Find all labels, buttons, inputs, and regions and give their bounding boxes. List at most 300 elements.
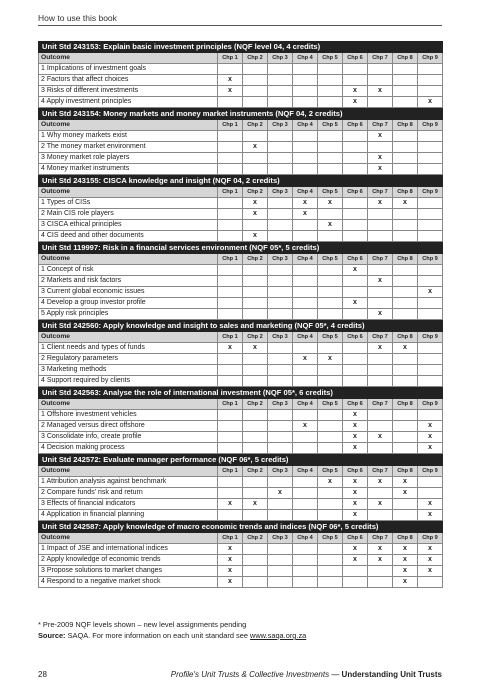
chapter-cell	[343, 343, 368, 354]
chapter-mark: x	[218, 343, 243, 354]
chapter-cell	[268, 231, 293, 242]
chapter-cell	[343, 64, 368, 75]
outcome-header: Outcome	[39, 254, 218, 265]
chapter-cell	[243, 75, 268, 86]
chapter-mark: x	[393, 566, 418, 577]
chapter-cell	[393, 131, 418, 142]
chapter-cell	[418, 131, 443, 142]
chapter-cell	[368, 488, 393, 499]
chapter-mark: x	[368, 276, 393, 287]
chapter-cell	[293, 443, 318, 454]
table-row	[39, 488, 443, 499]
chapter-cell	[293, 477, 318, 488]
chapter-cell	[343, 287, 368, 298]
chapter-mark: x	[368, 153, 393, 164]
chapter-cell	[293, 97, 318, 108]
chapter-header: Chp 3	[268, 399, 293, 410]
chapter-cell	[318, 75, 343, 86]
chapter-cell	[243, 488, 268, 499]
chapter-cell	[393, 432, 418, 443]
chapter-cell	[418, 477, 443, 488]
chapter-header: Chp 7	[368, 120, 393, 131]
chapter-cell	[418, 298, 443, 309]
chapter-cell	[243, 64, 268, 75]
table-row	[39, 376, 443, 387]
table-row	[39, 75, 443, 86]
table-row	[39, 164, 443, 175]
chapter-cell	[343, 164, 368, 175]
chapter-cell	[243, 298, 268, 309]
chapter-mark: x	[293, 421, 318, 432]
chapter-cell	[418, 231, 443, 242]
chapter-cell	[418, 75, 443, 86]
chapter-cell	[293, 287, 318, 298]
chapter-header: Chp 4	[293, 254, 318, 265]
table-row	[39, 343, 443, 354]
chapter-header: Chp 9	[418, 120, 443, 131]
column-header-row	[39, 399, 443, 410]
chapter-cell	[243, 365, 268, 376]
chapter-cell	[268, 499, 293, 510]
chapter-header: Chp 8	[393, 399, 418, 410]
outcome-cell: 3 Consolidate info, create profile	[39, 432, 218, 443]
chapter-cell	[268, 376, 293, 387]
chapter-cell	[218, 131, 243, 142]
chapter-header: Chp 2	[243, 254, 268, 265]
chapter-cell	[343, 220, 368, 231]
table-row	[39, 64, 443, 75]
outcome-cell: 1 Offshore investment vehicles	[39, 410, 218, 421]
outcome-cell: 2 Apply knowledge of economic trends	[39, 555, 218, 566]
chapter-mark: x	[218, 555, 243, 566]
chapter-cell	[318, 298, 343, 309]
chapter-header: Chp 6	[343, 332, 368, 343]
chapter-header: Chp 3	[268, 254, 293, 265]
chapter-mark: x	[293, 209, 318, 220]
chapter-cell	[393, 164, 418, 175]
chapter-cell	[243, 309, 268, 320]
chapter-mark: x	[318, 354, 343, 365]
chapter-mark: x	[343, 477, 368, 488]
chapter-cell	[393, 499, 418, 510]
chapter-cell	[268, 477, 293, 488]
table-row	[39, 276, 443, 287]
table-row	[39, 354, 443, 365]
table-row	[39, 287, 443, 298]
chapter-mark: x	[343, 555, 368, 566]
chapter-cell	[318, 97, 343, 108]
chapter-cell	[418, 365, 443, 376]
unit-table	[38, 454, 443, 521]
table-row	[39, 410, 443, 421]
table-row	[39, 209, 443, 220]
outcome-cell: 2 Factors that affect choices	[39, 75, 218, 86]
chapter-cell	[243, 164, 268, 175]
chapter-cell	[268, 555, 293, 566]
chapter-cell	[368, 421, 393, 432]
chapter-header: Chp 4	[293, 399, 318, 410]
chapter-cell	[343, 231, 368, 242]
unit-title-row	[39, 388, 443, 399]
chapter-header: Chp 1	[218, 254, 243, 265]
chapter-mark: x	[243, 198, 268, 209]
chapter-cell	[368, 577, 393, 588]
chapter-cell	[293, 510, 318, 521]
chapter-cell	[418, 142, 443, 153]
chapter-header: Chp 9	[418, 332, 443, 343]
chapter-cell	[218, 198, 243, 209]
chapter-cell	[268, 276, 293, 287]
chapter-cell	[218, 265, 243, 276]
table-row	[39, 142, 443, 153]
chapter-mark: x	[343, 421, 368, 432]
chapter-header: Chp 7	[368, 533, 393, 544]
chapter-cell	[268, 153, 293, 164]
unit-table	[38, 387, 443, 454]
chapter-mark: x	[368, 198, 393, 209]
chapter-header: Chp 4	[293, 120, 318, 131]
unit-table	[38, 521, 443, 588]
chapter-cell	[318, 488, 343, 499]
chapter-cell	[393, 354, 418, 365]
chapter-cell	[368, 75, 393, 86]
chapter-mark: x	[418, 555, 443, 566]
chapter-cell	[368, 209, 393, 220]
page-number: 28	[38, 670, 47, 679]
table-row	[39, 577, 443, 588]
chapter-cell	[268, 220, 293, 231]
chapter-mark: x	[368, 544, 393, 555]
chapter-header: Chp 7	[368, 53, 393, 64]
chapter-cell	[218, 365, 243, 376]
chapter-header: Chp 9	[418, 254, 443, 265]
chapter-cell	[243, 354, 268, 365]
table-row	[39, 153, 443, 164]
running-footer	[171, 670, 442, 679]
unit-title: Unit Std 243154: Money markets and money market instruments (NQF 04, 2 credits)	[39, 109, 443, 120]
chapter-header: Chp 5	[318, 332, 343, 343]
chapter-cell	[368, 97, 393, 108]
chapter-header: Chp 8	[393, 466, 418, 477]
chapter-cell	[268, 198, 293, 209]
chapter-cell	[268, 298, 293, 309]
column-header-row	[39, 466, 443, 477]
chapter-cell	[293, 131, 318, 142]
outcome-header: Outcome	[39, 120, 218, 131]
chapter-header: Chp 3	[268, 187, 293, 198]
chapter-mark: x	[393, 577, 418, 588]
chapter-header: Chp 4	[293, 466, 318, 477]
chapter-cell	[368, 298, 393, 309]
chapter-cell	[293, 376, 318, 387]
chapter-mark: x	[393, 555, 418, 566]
chapter-cell	[293, 75, 318, 86]
outcome-header: Outcome	[39, 466, 218, 477]
chapter-header: Chp 1	[218, 332, 243, 343]
chapter-mark: x	[368, 555, 393, 566]
chapter-cell	[243, 432, 268, 443]
chapter-cell	[268, 287, 293, 298]
chapter-cell	[393, 421, 418, 432]
chapter-header: Chp 6	[343, 254, 368, 265]
column-header-row	[39, 120, 443, 131]
unit-table	[38, 108, 443, 175]
chapter-cell	[268, 432, 293, 443]
column-header-row	[39, 533, 443, 544]
outcome-cell: 1 Implications of investment goals	[39, 64, 218, 75]
chapter-cell	[368, 410, 393, 421]
chapter-cell	[393, 276, 418, 287]
unit-title-row	[39, 243, 443, 254]
chapter-cell	[393, 75, 418, 86]
chapter-cell	[218, 488, 243, 499]
chapter-cell	[343, 198, 368, 209]
header-rule	[38, 25, 442, 26]
chapter-cell	[268, 421, 293, 432]
chapter-cell	[293, 164, 318, 175]
chapter-cell	[293, 142, 318, 153]
chapter-cell	[393, 298, 418, 309]
chapter-cell	[318, 577, 343, 588]
chapter-cell	[218, 309, 243, 320]
chapter-cell	[243, 131, 268, 142]
outcome-cell: 2 Main CIS role players	[39, 209, 218, 220]
chapter-cell	[318, 276, 343, 287]
chapter-header: Chp 8	[393, 53, 418, 64]
chapter-cell	[393, 97, 418, 108]
outcome-cell: 1 Impact of JSE and international indices	[39, 544, 218, 555]
column-header-row	[39, 53, 443, 64]
chapter-header: Chp 7	[368, 466, 393, 477]
source-line	[38, 631, 306, 640]
chapter-cell	[418, 577, 443, 588]
chapter-cell	[343, 276, 368, 287]
chapter-cell	[218, 421, 243, 432]
unit-table	[38, 175, 443, 242]
chapter-cell	[243, 220, 268, 231]
outcome-cell: 3 CISCA ethical principles	[39, 220, 218, 231]
chapter-cell	[418, 64, 443, 75]
chapter-cell	[218, 153, 243, 164]
table-row	[39, 309, 443, 320]
chapter-header: Chp 3	[268, 53, 293, 64]
outcome-cell: 1 Concept of risk	[39, 265, 218, 276]
chapter-cell	[343, 153, 368, 164]
chapter-cell	[268, 410, 293, 421]
chapter-cell	[368, 354, 393, 365]
chapter-header: Chp 2	[243, 466, 268, 477]
chapter-cell	[318, 64, 343, 75]
chapter-header: Chp 8	[393, 187, 418, 198]
chapter-cell	[243, 153, 268, 164]
chapter-cell	[393, 309, 418, 320]
chapter-cell	[393, 153, 418, 164]
chapter-cell	[318, 555, 343, 566]
chapter-cell	[218, 287, 243, 298]
chapter-cell	[318, 421, 343, 432]
chapter-cell	[393, 86, 418, 97]
chapter-cell	[368, 443, 393, 454]
chapter-cell	[268, 577, 293, 588]
column-header-row	[39, 332, 443, 343]
chapter-cell	[293, 298, 318, 309]
chapter-header: Chp 6	[343, 399, 368, 410]
unit-title: Unit Std 242587: Apply knowledge of macro economic trends and indices (NQF 06*, 5 credits)	[39, 522, 443, 533]
unit-title-row	[39, 321, 443, 332]
chapter-cell	[293, 220, 318, 231]
chapter-mark: x	[368, 86, 393, 97]
chapter-mark: x	[343, 443, 368, 454]
chapter-header: Chp 2	[243, 187, 268, 198]
chapter-mark: x	[418, 97, 443, 108]
chapter-mark: x	[393, 343, 418, 354]
chapter-cell	[218, 231, 243, 242]
unit-title-row	[39, 42, 443, 53]
chapter-header: Chp 2	[243, 399, 268, 410]
chapter-header: Chp 6	[343, 53, 368, 64]
chapter-cell	[393, 209, 418, 220]
chapter-cell	[393, 376, 418, 387]
chapter-cell	[393, 265, 418, 276]
unit-title-row	[39, 522, 443, 533]
chapter-cell	[418, 164, 443, 175]
chapter-cell	[393, 410, 418, 421]
chapter-header: Chp 9	[418, 187, 443, 198]
chapter-cell	[318, 131, 343, 142]
outcome-header: Outcome	[39, 187, 218, 198]
chapter-cell	[318, 443, 343, 454]
chapter-cell	[368, 142, 393, 153]
chapter-header: Chp 5	[318, 254, 343, 265]
chapter-cell	[293, 231, 318, 242]
chapter-header: Chp 8	[393, 533, 418, 544]
chapter-header: Chp 5	[318, 466, 343, 477]
chapter-cell	[243, 376, 268, 387]
chapter-cell	[243, 566, 268, 577]
outcome-cell: 3 Current global economic issues	[39, 287, 218, 298]
outcome-cell: 3 Effects of financial indicators	[39, 499, 218, 510]
chapter-mark: x	[243, 142, 268, 153]
chapter-cell	[293, 566, 318, 577]
source-text: SAQA. For more information on each unit standard see	[65, 631, 250, 640]
unit-title: Unit Std 243153: Explain basic investment principles (NQF level 04, 4 credits)	[39, 42, 443, 53]
chapter-header: Chp 3	[268, 120, 293, 131]
chapter-mark: x	[218, 75, 243, 86]
outcome-cell: 2 Compare funds' risk and return	[39, 488, 218, 499]
chapter-mark: x	[318, 198, 343, 209]
chapter-cell	[268, 131, 293, 142]
chapter-cell	[243, 555, 268, 566]
chapter-cell	[268, 365, 293, 376]
chapter-cell	[268, 309, 293, 320]
chapter-mark: x	[393, 488, 418, 499]
chapter-cell	[268, 142, 293, 153]
chapter-header: Chp 3	[268, 332, 293, 343]
chapter-cell	[218, 164, 243, 175]
chapter-cell	[318, 544, 343, 555]
table-row	[39, 443, 443, 454]
chapter-header: Chp 3	[268, 533, 293, 544]
chapter-mark: x	[343, 97, 368, 108]
chapter-cell	[293, 432, 318, 443]
chapter-header: Chp 4	[293, 53, 318, 64]
chapter-cell	[418, 343, 443, 354]
chapter-cell	[318, 86, 343, 97]
outcome-cell: 5 Apply risk principles	[39, 309, 218, 320]
chapter-cell	[218, 443, 243, 454]
chapter-header: Chp 4	[293, 332, 318, 343]
outcome-cell: 4 Application in financial planning	[39, 510, 218, 521]
chapter-mark: x	[343, 488, 368, 499]
chapter-cell	[368, 566, 393, 577]
chapter-cell	[218, 142, 243, 153]
outcome-cell: 2 Managed versus direct offshore	[39, 421, 218, 432]
unit-title-row	[39, 109, 443, 120]
chapter-cell	[418, 86, 443, 97]
chapter-cell	[418, 220, 443, 231]
chapter-cell	[243, 265, 268, 276]
outcome-cell: 4 Decision making process	[39, 443, 218, 454]
chapter-cell	[318, 287, 343, 298]
chapter-mark: x	[343, 499, 368, 510]
table-row	[39, 365, 443, 376]
table-row	[39, 298, 443, 309]
chapter-mark: x	[243, 343, 268, 354]
table-row	[39, 544, 443, 555]
chapter-cell	[243, 477, 268, 488]
outcome-header: Outcome	[39, 533, 218, 544]
chapter-cell	[243, 443, 268, 454]
chapter-mark: x	[243, 499, 268, 510]
chapter-cell	[418, 209, 443, 220]
chapter-mark: x	[368, 432, 393, 443]
chapter-mark: x	[418, 287, 443, 298]
chapter-header: Chp 2	[243, 533, 268, 544]
chapter-cell	[393, 287, 418, 298]
chapter-mark: x	[418, 443, 443, 454]
chapter-cell	[318, 365, 343, 376]
chapter-mark: x	[368, 131, 393, 142]
chapter-cell	[343, 75, 368, 86]
chapter-mark: x	[368, 164, 393, 175]
chapter-cell	[368, 287, 393, 298]
chapter-cell	[418, 309, 443, 320]
chapter-header: Chp 6	[343, 120, 368, 131]
unit-title: Unit Std 242563: Analyse the role of international investment (NQF 05*, 6 credits)	[39, 388, 443, 399]
running-footer-title: Profile's Unit Trusts & Collective Investments —	[170, 670, 342, 679]
chapter-cell	[343, 566, 368, 577]
chapter-cell	[343, 354, 368, 365]
unit-title: Unit Std 243155: CISCA knowledge and insight (NQF 04, 2 credits)	[39, 176, 443, 187]
chapter-cell	[418, 410, 443, 421]
chapter-cell	[243, 287, 268, 298]
chapter-header: Chp 8	[393, 332, 418, 343]
chapter-header: Chp 8	[393, 254, 418, 265]
unit-title: Unit Std 242560: Apply knowledge and insight to sales and marketing (NQF 05*, 4 credits)	[39, 321, 443, 332]
chapter-cell	[368, 220, 393, 231]
chapter-cell	[218, 276, 243, 287]
saqa-link[interactable]: www.saqa.org.za	[249, 631, 307, 640]
chapter-cell	[418, 153, 443, 164]
unit-table	[38, 41, 443, 108]
chapter-cell	[343, 577, 368, 588]
chapter-header: Chp 7	[368, 399, 393, 410]
chapter-cell	[243, 410, 268, 421]
chapter-header: Chp 7	[368, 187, 393, 198]
outcome-cell: 1 Attribution analysis against benchmark	[39, 477, 218, 488]
chapter-cell	[268, 510, 293, 521]
chapter-mark: x	[368, 477, 393, 488]
